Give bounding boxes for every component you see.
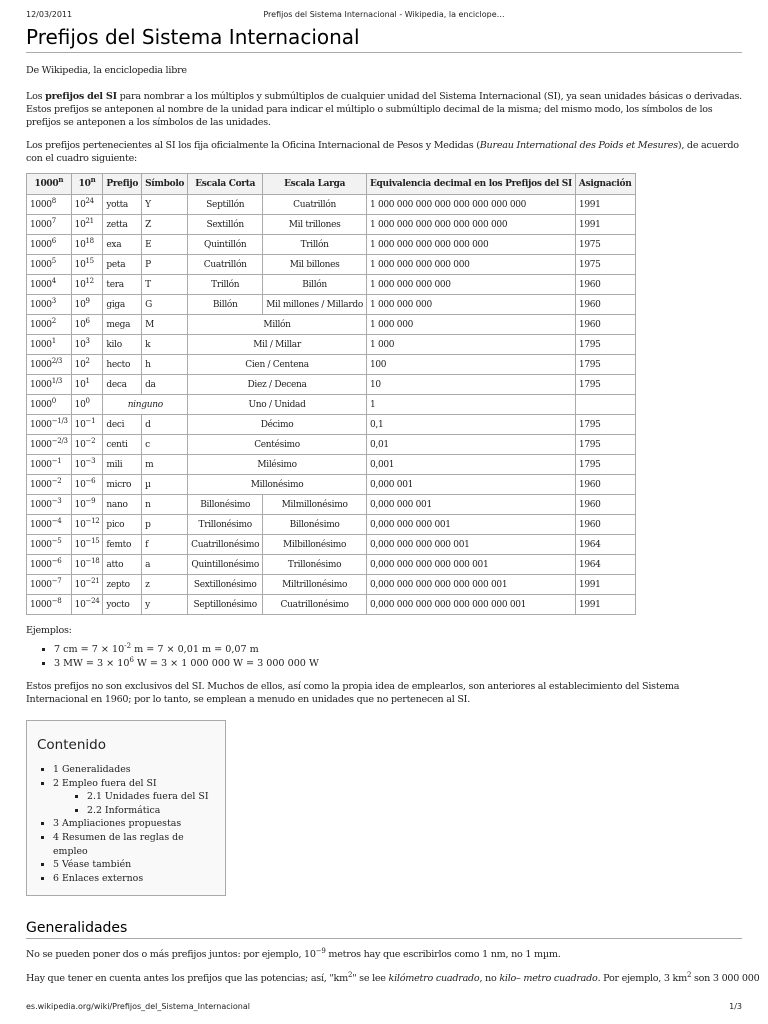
scale-merged-cell: Uno / Unidad [188,395,367,415]
prefix-cell: pico [103,515,142,535]
year-cell: 1795 [575,415,635,435]
year-cell: 1795 [575,375,635,395]
print-page-number: 1/3 [729,1002,742,1011]
symbol-cell: d [142,415,188,435]
prefix-none-cell: ninguno [103,395,188,415]
prefix-cell: micro [103,475,142,495]
toc-item-informatica[interactable]: ▪ 2.2 Informática [87,804,215,818]
symbol-cell: Y [142,195,188,215]
short-scale-cell: Sextillonésimo [188,575,263,595]
toc-item-enlaces[interactable]: ▪ 6 Enlaces externos [53,872,215,886]
symbol-cell: f [142,535,188,555]
symbol-cell: Z [142,215,188,235]
power-10-cell: $10^{15}$ [71,255,103,275]
power-10-cell: $10^{-6}$ [71,475,103,495]
si-prefix-table [26,173,636,615]
intro-lead: Los [26,91,46,102]
power-1000-cell: 1000$^8$ [27,195,72,215]
scale-merged-cell: Cien / Centena [188,355,367,375]
col-header-long-scale: Escala Larga [263,174,367,195]
prefix-cell: mega [103,315,142,335]
table-row [27,475,636,495]
decimal-cell: 1 000 000 000 000 [366,275,575,295]
year-cell: 1960 [575,275,635,295]
table-header-row [27,174,636,195]
table-row [27,255,636,275]
toc-item-resumen[interactable]: ▪ 4 Resumen de las reglas de empleo [53,831,215,858]
prefix-cell: tera [103,275,142,295]
col-header-short-scale: Escala Corta [188,174,263,195]
prefix-cell: exa [103,235,142,255]
intro-rest: para nombrar a los múltiplos y submúltiplos de cualquier unidad del Sistema Internacional (SI), ya sean unidades básicas o derivadas. Estos prefijos se anteponen al nombre de la unidad para indicar el múltiplo o submúltiplo decimal de la misma; del mismo modo, los símbolos de los prefijos se anteponen a los símbolos de las unidades. [26,91,742,128]
decimal-cell: 1 000 000 000 [366,295,575,315]
print-header [26,10,742,24]
long-scale-cell: Mil trillones [263,215,367,235]
year-cell [575,395,635,415]
col-header-decimal: Equivalencia decimal en los Prefijos del SI [366,174,575,195]
toc-item-vease[interactable]: ▪ 5 Véase también [53,858,215,872]
table-of-contents [26,720,226,896]
print-date: 12/03/2011 [26,10,73,19]
power-1000-cell: 1000$^2$ [27,315,72,335]
year-cell: 1795 [575,435,635,455]
table-row [27,415,636,435]
long-scale-cell: Billón [263,275,367,295]
col-header-year: Asignación [575,174,635,195]
scale-merged-cell: Millonésimo [188,475,367,495]
power-1000-cell: $1000^{-4}$ [27,515,72,535]
long-scale-cell: Mil billones [263,255,367,275]
year-cell: 1960 [575,315,635,335]
power-10-cell: $10^1$ [71,375,103,395]
print-footer [26,1002,742,1016]
bipm-rest: ), de acuerdo con el cuadro siguiente: [26,140,739,164]
toc-item-generalidades[interactable]: ▪ 1 Generalidades [53,763,215,777]
symbol-cell: T [142,275,188,295]
long-scale-cell: Trillón [263,235,367,255]
power-10-cell: $10^{-24}$ [71,595,103,615]
intro-bold-term: prefijos del SI [45,91,117,102]
col-header-symbol: Símbolo [142,174,188,195]
long-scale-cell: Milbillonésimo [263,535,367,555]
decimal-cell: 0,000 000 000 001 [366,515,575,535]
prefix-cell: zepto [103,575,142,595]
bipm-paragraph [26,139,742,165]
decimal-cell: 0,000 001 [366,475,575,495]
year-cell: 1975 [575,255,635,275]
decimal-cell: 1 000 000 000 000 000 000 [366,235,575,255]
decimal-cell: 0,000 000 000 000 000 000 000 001 [366,595,575,615]
year-cell: 1795 [575,355,635,375]
toc-title: Contenido [37,737,106,753]
symbol-cell: n [142,495,188,515]
prefix-cell: nano [103,495,142,515]
table-row [27,195,636,215]
long-scale-cell: Miltrillonésimo [263,575,367,595]
power-10-cell: $10^{-15}$ [71,535,103,555]
power-10-cell: $10^0$ [71,395,103,415]
symbol-cell: p [142,515,188,535]
decimal-cell: 0,000 000 000 000 000 000 001 [366,575,575,595]
decimal-cell: 0,000 000 001 [366,495,575,515]
short-scale-cell: Billón [188,295,263,315]
power-10-cell: $10^{21}$ [71,215,103,235]
short-scale-cell: Cuatrillonésimo [188,535,263,555]
power-1000-cell: 1000$^4$ [27,275,72,295]
power-10-cell: $10^{12}$ [71,275,103,295]
table-row [27,275,636,295]
power-10-cell: $10^{24}$ [71,195,103,215]
year-cell: 1960 [575,515,635,535]
prefix-cell: yotta [103,195,142,215]
power-1000-cell: 1000$^0$ [27,395,72,415]
power-1000-cell: $1000^{-2}$ [27,475,72,495]
short-scale-cell: Billonésimo [188,495,263,515]
bipm-italic: Bureau International des Poids et Mesures [479,140,678,151]
symbol-cell: k [142,335,188,355]
prefix-cell: femto [103,535,142,555]
prefix-cell: zetta [103,215,142,235]
symbol-cell: da [142,375,188,395]
col-header-prefix: Prefijo [103,174,142,195]
long-scale-cell: Trillonésimo [263,555,367,575]
symbol-cell: c [142,435,188,455]
prefix-cell: atto [103,555,142,575]
power-10-cell: $10^3$ [71,335,103,355]
long-scale-cell: Cuatrillonésimo [263,595,367,615]
power-10-cell: $10^{-2}$ [71,435,103,455]
decimal-cell: 1 000 000 [366,315,575,335]
history-paragraph: Estos prefijos no son exclusivos del SI. Muchos de ellos, así como la propia idea de emplearlos, son anteriores al establecimiento del Sistema Internacional en 1960; por lo tanto, se emplean a menudo en unidades que no pertenecen al SI. [26,681,680,705]
decimal-cell: 10 [366,375,575,395]
symbol-cell: µ [142,475,188,495]
short-scale-cell: Cuatrillón [188,255,263,275]
power-1000-cell: $1000^{2/3}$ [27,355,72,375]
prefix-cell: hecto [103,355,142,375]
decimal-cell: 0,000 000 000 000 000 001 [366,555,575,575]
short-scale-cell: Trillón [188,275,263,295]
article-content [26,24,760,985]
short-scale-cell: Trillonésimo [188,515,263,535]
table-row [27,295,636,315]
power-1000-cell: 1000$^3$ [27,295,72,315]
short-scale-cell: Quintillonésimo [188,555,263,575]
prefix-cell: yocto [103,595,142,615]
scale-merged-cell: Millón [188,315,367,335]
toc-sublist [53,790,215,817]
examples-list [26,643,742,671]
list-item: ▪ 3 MW = $3 \times 10^6$ W = 3 × 1 000 000 W = 3 000 000 W [54,657,742,671]
table-row [27,595,636,615]
year-cell: 1795 [575,335,635,355]
long-scale-cell: Milmillonésimo [263,495,367,515]
scale-merged-cell: Milésimo [188,455,367,475]
prefix-cell: deci [103,415,142,435]
symbol-cell: a [142,555,188,575]
power-1000-cell: $1000^{-5}$ [27,535,72,555]
symbol-cell: y [142,595,188,615]
table-row [27,515,636,535]
table-row [27,315,636,335]
prefix-cell: deca [103,375,142,395]
decimal-cell: 1 000 000 000 000 000 [366,255,575,275]
table-row [27,575,636,595]
power-10-cell: $10^{-21}$ [71,575,103,595]
table-row [27,535,636,555]
symbol-cell: h [142,355,188,375]
toc-list [37,763,215,885]
generalidades-paragraph-1: No se pueden poner dos o más prefijos juntos: por ejemplo, $10^{-9}$ metros hay que escribirlos como 1 nm, no 1 mµm. [26,947,561,961]
table-row [27,215,636,235]
year-cell: 1960 [575,295,635,315]
decimal-cell: 1 000 000 000 000 000 000 000 [366,215,575,235]
table-row [27,555,636,575]
power-10-cell: $10^9$ [71,295,103,315]
toc-item-empleo[interactable]: ▪ 2 Empleo fuera del SI ▪ 2.1 Unidades fuera del SI ▪ 2.2 Informática [53,777,215,818]
power-10-cell: $10^{-1}$ [71,415,103,435]
year-cell: 1795 [575,455,635,475]
table-row [27,455,636,475]
table-row [27,375,636,395]
generalidades-paragraph-2: Hay que tener en cuenta antes los prefijos que las potencias; así, "$km^2$" se lee kilómetro cuadrado, no kilo– metro cuadrado. Por ejemplo, 3 $km^2$ son 3 000 000 [26,971,760,985]
short-scale-cell: Quintillón [188,235,263,255]
decimal-cell: 1 000 000 000 000 000 000 000 000 [366,195,575,215]
power-10-cell: $10^6$ [71,315,103,335]
year-cell: 1975 [575,235,635,255]
decimal-cell: 0,000 000 000 000 001 [366,535,575,555]
scale-merged-cell: Décimo [188,415,367,435]
symbol-cell: E [142,235,188,255]
power-1000-cell: $1000^{-1/3}$ [27,415,72,435]
year-cell: 1991 [575,215,635,235]
year-cell: 1960 [575,475,635,495]
long-scale-cell: Cuatrillón [263,195,367,215]
power-10-cell: $10^{-9}$ [71,495,103,515]
col-header-power: 1000$^n$ [27,174,72,195]
power-1000-cell: $1000^{-6}$ [27,555,72,575]
symbol-cell: G [142,295,188,315]
table-row [27,495,636,515]
power-1000-cell: $1000^{1/3}$ [27,375,72,395]
year-cell: 1960 [575,495,635,515]
decimal-cell: 1 000 [366,335,575,355]
power-1000-cell: 1000$^1$ [27,335,72,355]
year-cell: 1964 [575,555,635,575]
table-row [27,235,636,255]
prefix-cell: peta [103,255,142,275]
decimal-cell: 0,1 [366,415,575,435]
power-1000-cell: $1000^{-2/3}$ [27,435,72,455]
toc-item-ampliaciones[interactable]: ▪ 3 Ampliaciones propuestas [53,817,215,831]
short-scale-cell: Septillonésimo [188,595,263,615]
decimal-cell: 1 [366,395,575,415]
power-1000-cell: $1000^{-3}$ [27,495,72,515]
power-1000-cell: 1000$^7$ [27,215,72,235]
table-row [27,395,636,415]
decimal-cell: 100 [366,355,575,375]
decimal-cell: 0,001 [366,455,575,475]
prefix-cell: centi [103,435,142,455]
examples-label: Ejemplos: [26,625,72,636]
power-1000-cell: $1000^{-7}$ [27,575,72,595]
prefix-cell: kilo [103,335,142,355]
year-cell: 1991 [575,595,635,615]
short-scale-cell: Sextillón [188,215,263,235]
col-header-ten: 10$^n$ [71,174,103,195]
symbol-cell: P [142,255,188,275]
article-subtitle: De Wikipedia, la enciclopedia libre [26,65,187,76]
year-cell: 1991 [575,575,635,595]
power-1000-cell: 1000$^5$ [27,255,72,275]
table-row [27,435,636,455]
list-item: ▪ 7 cm = $7 \times 10^{-2}$ m = 7 × 0,01 m = 0,07 m [54,643,742,657]
symbol-cell: M [142,315,188,335]
bipm-lead: Los prefijos pertenecientes al SI los fija oficialmente la Oficina Internacional de Pesos y Medidas ( [26,140,480,151]
year-cell: 1991 [575,195,635,215]
power-10-cell: $10^2$ [71,355,103,375]
print-page-title: Prefijos del Sistema Internacional - Wikipedia, la enciclope… [263,10,505,19]
power-1000-cell: $1000^{-8}$ [27,595,72,615]
decimal-cell: 0,01 [366,435,575,455]
power-10-cell: $10^{-3}$ [71,455,103,475]
short-scale-cell: Septillón [188,195,263,215]
table-row [27,355,636,375]
prefix-cell: mili [103,455,142,475]
long-scale-cell: Mil millones / Millardo [263,295,367,315]
power-1000-cell: $1000^{-1}$ [27,455,72,475]
scale-merged-cell: Mil / Millar [188,335,367,355]
scale-merged-cell: Centésimo [188,435,367,455]
toc-item-unidades-fuera[interactable]: ▪ 2.1 Unidades fuera del SI [87,790,215,804]
scale-merged-cell: Diez / Decena [188,375,367,395]
power-10-cell: $10^{-12}$ [71,515,103,535]
prefix-cell: giga [103,295,142,315]
power-1000-cell: 1000$^6$ [27,235,72,255]
page-title: Prefijos del Sistema Internacional [26,24,742,53]
long-scale-cell: Billonésimo [263,515,367,535]
power-10-cell: $10^{18}$ [71,235,103,255]
section-heading-generalidades: Generalidades [26,918,742,939]
year-cell: 1964 [575,535,635,555]
print-url: es.wikipedia.org/wiki/Prefijos_del_Sistema_Internacional [26,1002,250,1011]
table-row [27,335,636,355]
power-10-cell: $10^{-18}$ [71,555,103,575]
symbol-cell: m [142,455,188,475]
symbol-cell: z [142,575,188,595]
intro-paragraph [26,90,742,129]
